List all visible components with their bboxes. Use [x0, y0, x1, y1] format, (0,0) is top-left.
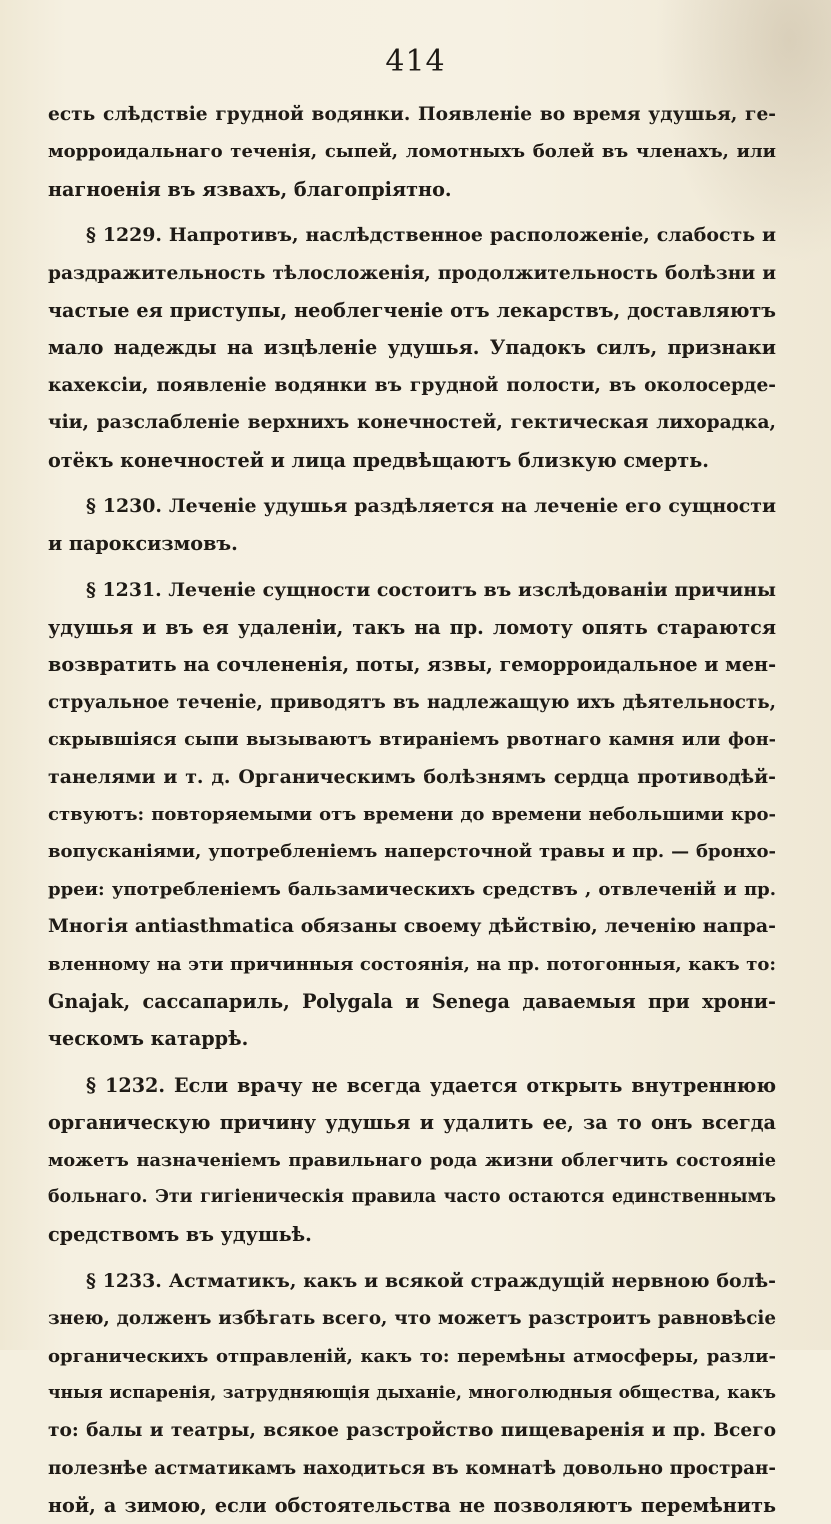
text-line: возвратить на сочлененія, поты, язвы, геморроидальное и мен- [48, 653, 777, 677]
text-line: танелями и т. д. Органическимъ болѣзнямъ сердца противодѣй- [48, 765, 776, 788]
text-line: знею, долженъ избѣгать всего, что можетъ разстроитъ равновѣсіе [48, 1308, 776, 1330]
text-line: морроидальнаго теченія, сыпей, ломотныхъ болей въ членахъ, или [48, 141, 776, 163]
text-line: Gnajak, сассапариль, Polygala и Senega даваемыя при хрони- [48, 989, 776, 1013]
text-line: органическую причину удушья и удалить ее, за то онъ всегда [48, 1111, 776, 1135]
text-line: Многія antiasthmatica обязаны своему дѣйствію, леченію напра- [48, 915, 776, 938]
text-line: средствомъ въ удушьѣ. [48, 1223, 312, 1247]
text-line: больнаго. Эти гигіеническія правила часто остаются единственнымъ [48, 1186, 776, 1207]
text-line: частые ея приступы, необлегченіе отъ лекарствъ, доставляютъ [48, 298, 776, 322]
paragraph [48, 96, 776, 208]
paragraph-1231 [48, 572, 776, 1058]
text-line: рреи: употребленіемъ бальзамическихъ средствъ , отвлеченій и пр. [48, 878, 776, 900]
text-line: ной, а зимою, если обстоятельства не позволяютъ перемѣнить [48, 1494, 776, 1518]
text-line: то: балы и театры, всякое разстройство пищеваренія и пр. Всего [48, 1420, 776, 1442]
text-line: ческомъ катаррѣ. [48, 1027, 249, 1051]
text-line: § 1232. Если врачу не всегда удается открыть внутреннюю [86, 1073, 776, 1097]
text-line: полезнѣе астматикамъ находиться въ комнатѣ довольно простран- [48, 1457, 776, 1479]
text-line: органическихъ отправленій, какъ то: перемѣны атмосферы, разли- [48, 1345, 776, 1367]
paragraph-1232 [48, 1067, 776, 1254]
text-line: § 1233. Астматикъ, какъ и всякой страждущій нервною болѣ- [86, 1269, 776, 1292]
text-line: вленному на эти причинныя состоянія, на пр. потогонныя, какъ то: [48, 953, 776, 975]
paragraph-1230 [48, 488, 776, 563]
paragraph-1229 [48, 217, 776, 479]
text-line: чныя испаренія, затрудняющія дыханіе, многолюдныя общества, какъ [48, 1382, 776, 1403]
text-line: § 1231. Леченіе сущности состоитъ въ изслѣдованіи причины [86, 578, 776, 601]
text-line: нагноенія въ язвахъ, благопріятно. [48, 177, 452, 201]
text-line: отёкъ конечностей и лица предвѣщаютъ близкую смерть. [48, 448, 709, 472]
text-line: есть слѣдствіе грудной водянки. Появленіе во время удушья, ге- [48, 104, 776, 125]
text-line: § 1230. Леченіе удушья раздѣляется на леченіе его сущности [86, 494, 776, 517]
text-line: чіи, разслабленіе верхнихъ конечностей, гектическая лихорадка, [48, 412, 776, 434]
text-line: мало надежды на изцѣленіе удушья. Упадокъ силъ, признаки [48, 336, 776, 360]
text-line: скрывшіяся сыпи вызываютъ втираніемъ рвотнаго камня или фон- [48, 729, 776, 751]
text-line: ствуютъ: повторяемыми отъ времени до времени небольшими кро- [48, 804, 776, 826]
page-number: 414 [385, 44, 446, 79]
text-line: удушья и въ ея удаленіи, такъ на пр. ломоту опять стараются [48, 616, 776, 640]
paragraph-1233 [48, 1263, 776, 1524]
text-line: струальное теченіе, приводятъ въ надлежащую ихъ дѣятельность, [48, 691, 776, 713]
text-line: вопусканіями, употребленіемъ наперсточной травы и пр. — бронхо- [48, 841, 776, 863]
page-text [48, 96, 776, 1524]
text-line: кахексіи, появленіе водянки въ грудной полости, въ околосерде- [48, 374, 776, 396]
text-line: и пароксизмовъ. [48, 532, 238, 556]
text-line: § 1229. Напротивъ, наслѣдственное расположеніе, слабость и [86, 224, 776, 247]
text-line: можетъ назначеніемъ правильнаго рода жизни облегчить состояніе [48, 1149, 776, 1171]
text-line: раздражительность тѣлосложенія, продолжительность болѣзни и [48, 262, 776, 284]
